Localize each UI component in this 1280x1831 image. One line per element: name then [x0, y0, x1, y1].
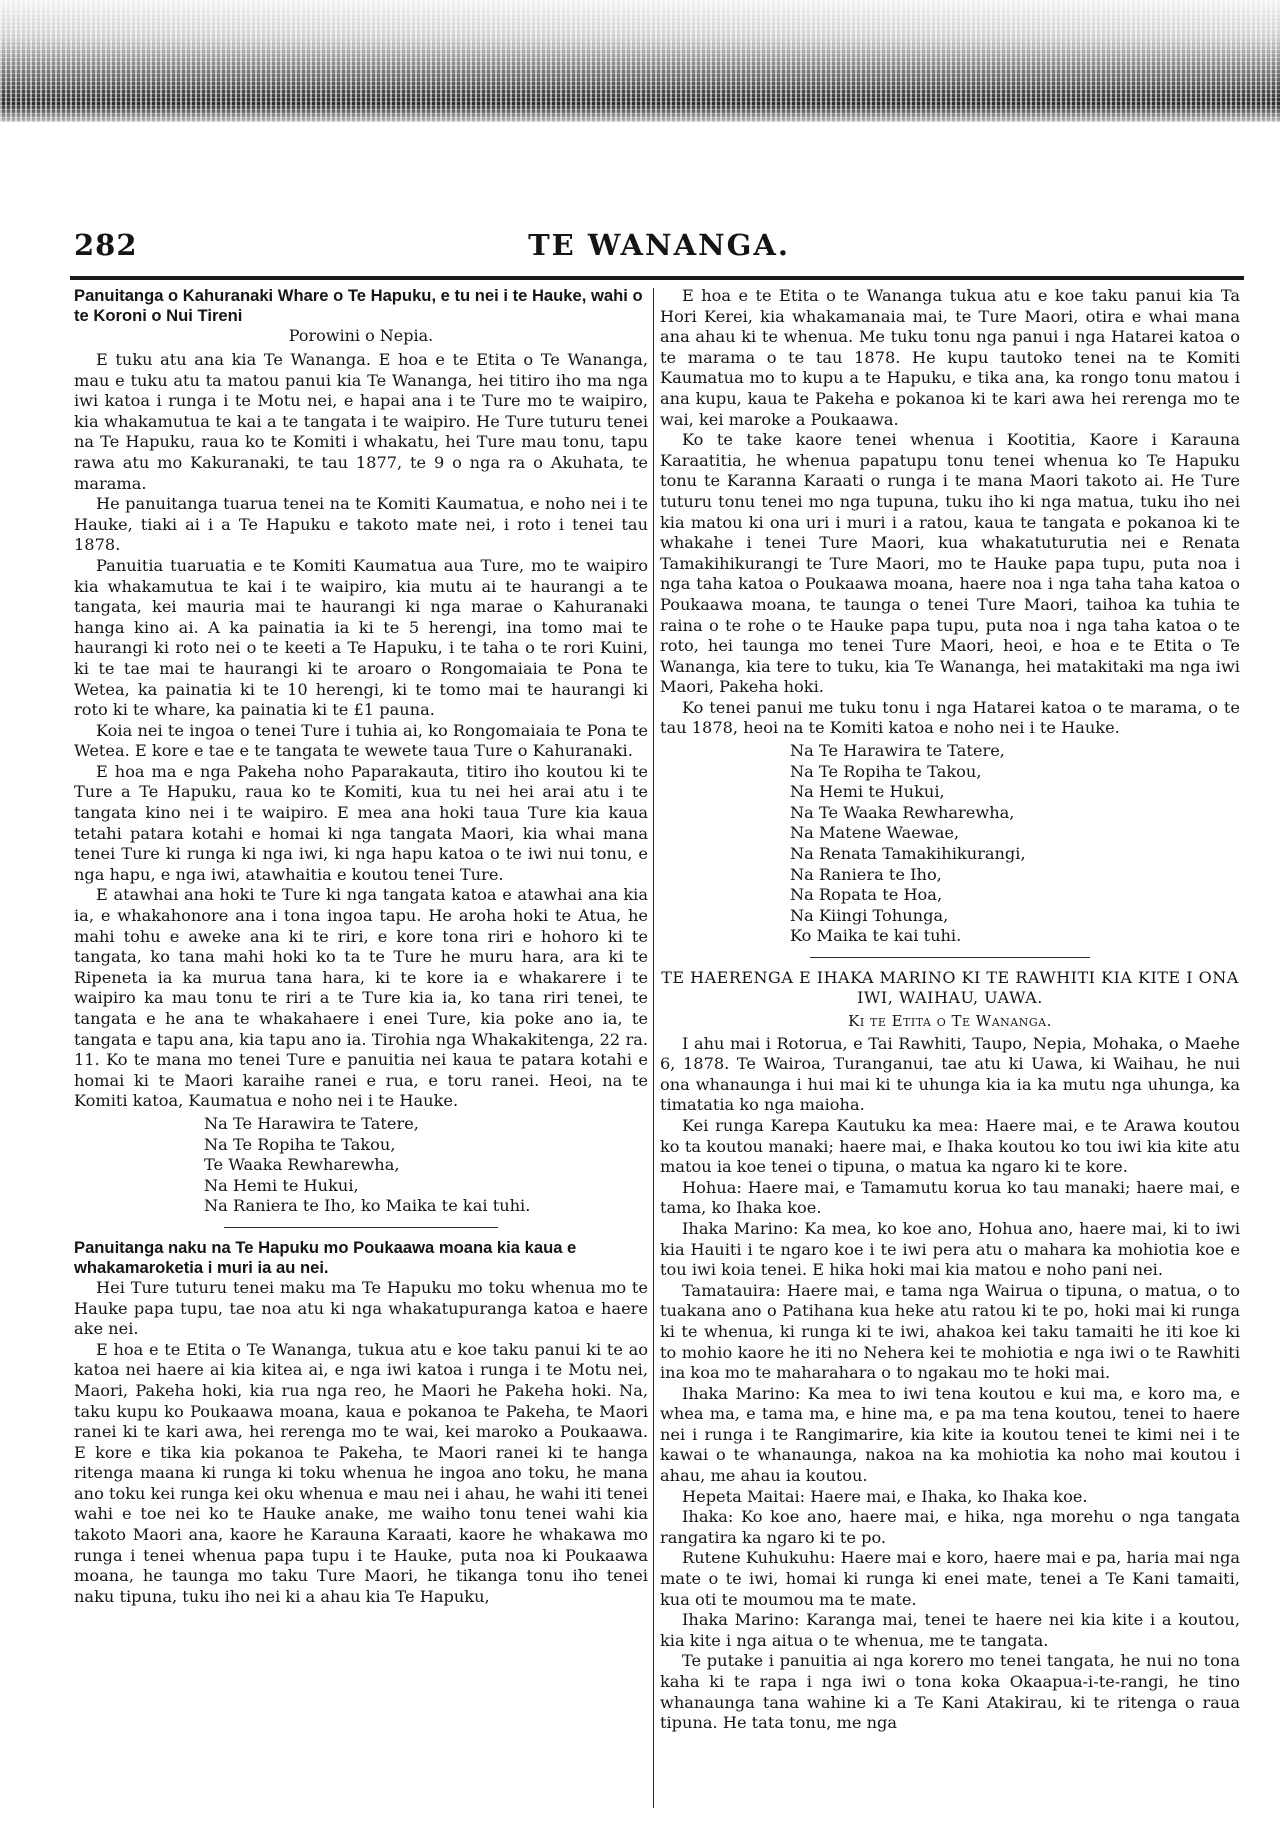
header-rule [70, 276, 1244, 280]
paragraph: Ko tenei panui me tuku tonu i nga Hatarei katoa o te marama, o te tau 1878, heoi na te Komiti katoa e noho nei i te Hauke. [660, 697, 1240, 738]
signature: Te Waaka Rewharewha, [204, 1155, 400, 1175]
signature: Na Te Harawira te Tatere, [204, 1113, 419, 1133]
paragraph: Rutene Kuhukuhu: Haere mai e koro, haere mai e pa, haria mai nga mate o te iwi, homai ki runga ki enei mate, tenei a Te Kani tamaiti, kua oti te moumou ma te mate. [660, 1548, 1240, 1609]
signature: Na Raniera te Iho, ko Maika te kai tuhi. [204, 1196, 531, 1216]
paragraph: Ihaka Marino: Karanga mai, tenei te haere nei kia kite i a koutou, kia kite i nga aitua o te whenua, me te tangata. [660, 1610, 1240, 1650]
signature: Na Hemi te Hukui, [204, 1175, 359, 1195]
signature: Na Te Harawira te Tatere, [790, 741, 1005, 761]
paragraph: Ko te take kaore tenei whenua i Kootitia, Kaore i Karauna Karaatitia, he whenua papatupu tonu tenei whenua ko Te Hapuku tonu te Karanna Karaati o runga i te mana Maori takoto ai. He Ture tuturu tonu tenei mo nga tupuna, tuku iho ki nga matua, tuku iho nei kia matou ki ona uri i muri i a ratou, kaua te tangata e pokanoa ki te whakahe i tenei Ture Maori, kua whakatuturutia nei e Renata Tamakihikurangi te Ture Maori, mo te Hauke papa tupu, puta noa i nga taha katoa o Poukaawa moana, haere noa i nga taha taha katoa o Poukaawa moana, te taunga o tenei Ture Maori, taihoa ka tuhia te raina o te rohe o te Hauke papa tupu, puta noa i nga taha katoa o te roto, hei taunga mo tenei Ture Maori, heoi, e hoa e te Etita o Te Wananga, kia tere to tuku, kia Te Wananga, hei matakitaki ma nga iwi Maori, Pakeha hoki. [660, 430, 1240, 697]
paragraph: E hoa e te Etita o Te Wananga, tukua atu e koe taku panui ki te ao katoa nei haere ai kia kitea ai, e nga iwi katoa i runga i te Motu nei, Maori, Pakeha hoki, kia rua nga reo, he Maori he Pakeha hoki. Na, taku kupu ko Poukaawa moana, kaua e pokanoa te Pakeha, te Maori ranei ki te kari awa, hei rerenga mo te wai, kei maroko a Poukaawa. E kore e tika kia pokanoa te Pakeha, te Maori ranei ki te hanga ritenga maana ki runga ki toku whenua he ingoa ano toku, he mana ano toku kei runga kei oku whenua e mau nei i ahau, he wahi iti tenei wahi e toe nei ko te Hauke anake, me waiho tonu tenei wahi kia takoto Maori ana, kaore he Karauna Karaati, kaore he whakawa mo runga i tenei whenua papa tupu i te Hauke, puta noa ki Poukaawa moana, he taunga mo taku Ture Maori, he tikanga tonu iho tenei naku tipuna, tuku iho nei ki a ahau kia Te Hapuku, [74, 1339, 648, 1606]
left-column [74, 286, 648, 1607]
paragraph: E tuku atu ana kia Te Wananga. E hoa e te Etita o Te Wananga, mau e tuku atu ta matou panui kia Te Wananga, hei titiro iho ma nga iwi katoa i runga i te Motu nei, e hapai ana i te Ture mo te waipiro, kia whakamutua te kai a te tangata i te waipiro. He Ture tuturu tenei na Te Hapuku, raua ko te Komiti i whakatu, hei Ture mau tonu, tapu rawa atu mo Kakuranaki, te tau 1877, te 9 o nga ra o Akuhata, te marama. [74, 350, 648, 493]
paragraph: Hepeta Maitai: Haere mai, e Ihaka, ko Ihaka koe. [682, 1486, 1088, 1506]
right-column [660, 286, 1240, 1734]
paragraph: Hei Ture tuturu tenei maku ma Te Hapuku mo toku whenua mo te Hauke papa tupu, tae noa atu ki nga whakatupuranga katoa e haere ake nei. [74, 1277, 648, 1339]
page-header [74, 228, 1244, 268]
paragraph: Ihaka Marino: Ka mea, ko koe ano, Hohua ano, haere mai, ki to iwi kia Hauiti i te ngaro koe i te iwi pera atu o mahara ka mohiotia koe e tou iwi koia tenei. E hika hoki mai kia matou e noho pani nei. [660, 1218, 1240, 1280]
newspaper-title: TE WANANGA. [528, 228, 790, 262]
signature: Na Hemi te Hukui, [790, 782, 945, 802]
paragraph: Panuitia tuaruatia e te Komiti Kaumatua aua Ture, mo te waipiro kia whakamutua te kai i te waipiro, kia mutu ai te haurangi a te tangata, kei mauria mai te haurangi ki nga marae o Kahuranaki hanga kino ai. A ka painatia ia ki te 5 herengi, ina tomo mai te haurangi ki roto nei o te keeti a Te Hapuku, i te taha o te rori Kuini, ki te tae mai te haurangi ki te aroaro o Rongomaiaia te Pona te Wetea, ka painatia ki te 10 herengi, ki te tomo mai te haurangi ki roto ki te whare, ka painatia ki te £1 pauna. [74, 555, 648, 720]
paragraph: Tamatauira: Haere mai, e tama nga Wairua o tipuna, o matua, o to tuakana ano o Patihana kua heke atu ratou ki te po, hoki mai ki runga ki te whenua, ki runga ki te iwi, ahakoa kei taku tamaiti he iti koe ki to mohio kaore he iti no Nehera kei te mohiotia e nga iwi o te Rawhiti ina koa mo te maharahara o to ngakau mo te hoki mai. [660, 1280, 1240, 1383]
paragraph: Koia nei te ingoa o tenei Ture i tuhia ai, ko Rongomaiaia te Pona te Wetea. E kore e tae e te tangata te wewete taua Ture o Kahuranaki. [74, 720, 648, 761]
article-subheading-kahuranaki: Porowini o Nepia. [288, 326, 434, 345]
signature-list [790, 741, 1240, 947]
section-separator [810, 957, 1090, 958]
signature: Na Ropata te Hoa, [790, 885, 943, 905]
signature: Na Matene Waewae, [790, 823, 960, 843]
signature: Na Te Ropiha te Takou, [790, 761, 982, 781]
paragraph: Hohua: Haere mai, e Tamamutu korua ko tau manaki; haere mai, e tama, ko Ihaka koe. [660, 1177, 1240, 1218]
section-separator [224, 1227, 498, 1228]
signature: Na Te Ropiha te Takou, [204, 1134, 396, 1154]
paragraph: Ihaka Marino: Ka mea to iwi tena koutou e kui ma, e koro ma, e whea ma, e tama ma, e hine ma, e pa ma tena koutou, tenei to haere nei i runga i te Rangimarire, kia kite ia koutou tenei te kimi nei i te kawai o te whanaunga, nakoa na ka mohiotia ka noho mai koutou i ahau, me ahau ia koutou. [660, 1383, 1240, 1486]
paragraph: E hoa ma e nga Pakeha noho Paparakauta, titiro iho koutou ki te Ture a Te Hapuku, raua ko te Komiti, kua tu nei hei arai atu i te tangata kino nei i te waipiro. E mea ana hoki taua Ture kia kaua tetahi patara kotahi e homai ki nga tangata Maori, kia whai mana tenei Ture ki runga ki nga iwi, ki nga hapu katoa o te iwi nui tonu, e nga hapu, e nga iwi, atawhaitia e koutou tenei Ture. [74, 761, 648, 884]
scanned-page-top-band [0, 0, 1280, 122]
paragraph: He panuitanga tuarua tenei na te Komiti Kaumatua, e noho nei i te Hauke, tiaki ai i a Te Hapuku e takoto mate nei, i roto i tenei tau 1878. [74, 494, 648, 555]
article-heading-kahuranaki: Panuitanga o Kahuranaki Whare o Te Hapuku, e tu nei i te Hauke, wahi o te Koroni o Nui Tireni [74, 286, 643, 325]
signature: Na Kiingi Tohunga, [790, 905, 949, 925]
paragraph: E atawhai ana hoki te Ture ki nga tangata katoa e atawhai ana kia ia, e whakahonore ana i tona ingoa tapu. He aroha hoki te Atua, he mahi tohu e aweke ana ki te riri, e kore tona riri e hohoro ki te tangata, ko tana mahi hoki ko ta te Ture he muru hara, ara ki te Ripeneta ia ka murua tana hara, ki te kore ia e whakarere i te waipiro ka mau tonu te riri a te Ture kia ia, ko tana riri tenei, te tangata e he ana te whakahaere i enei Ture, kia poke ano ia, te tangata e tapu ana, kia tapu ano ia. Tirohia nga Whakakitenga, 22 ra. 11. Ko te mana mo tenei Ture e panuitia nei kaua te patara kotahi e homai ki te Maori karaihe ranei e rua, e toru ranei. Heoi, na te Komiti katoa, Kaumatua e noho nei i te Hauke. [74, 885, 648, 1111]
page-number: 282 [74, 228, 138, 262]
paragraph: Kei runga Karepa Kautuku ka mea: Haere mai, e te Arawa koutou ko ta koutou manaki; haere mai, e Ihaka koutou ko tou iwi kia kite atu matou ia koe tenei o tipuna, o matua ka ngaro ki te kore. [660, 1115, 1240, 1177]
signature: Na Renata Tamakihikurangi, [790, 844, 1026, 864]
signature: Ko Maika te kai tuhi. [790, 926, 962, 946]
column-divider [653, 288, 654, 1808]
signature-list [204, 1114, 648, 1217]
signature: Na Te Waaka Rewharewha, [790, 802, 1015, 822]
article-heading-ihaka-marino: TE HAERENGA E IHAKA MARINO KI TE RAWHITI KIA KITE I ONA IWI, WAIHAU, UAWA. [661, 968, 1239, 1007]
article-dedication: Ki te Etita o Te Wananga. [848, 1012, 1052, 1030]
article-heading-poukaawa: Panuitanga naku na Te Hapuku mo Poukaawa moana kia kaua e whakamaroketia i muri ia au nei. [74, 1237, 577, 1277]
signature: Na Raniera te Iho, [790, 864, 942, 884]
paragraph: I ahu mai i Rotorua, e Tai Rawhiti, Taupo, Nepia, Mohaka, o Maehe 6, 1878. Te Wairoa, Turanganui, tae atu ki Uawa, ki Waihau, he nui ona whanaunga i hui mai ki te uhunga kia ia ka mutu nga uhunga, ka timatatia ko nga maioha. [660, 1033, 1240, 1115]
paragraph: Ihaka: Ko koe ano, haere mai, e hika, nga morehu o nga tangata rangatira ka ngaro ki te po. [660, 1507, 1240, 1547]
paragraph: Te putake i panuitia ai nga korero mo tenei tangata, he nui no tona kaha ki te rapa i nga iwi o tona koka Okaapua-i-te-rangi, he tino whanaunga tana wahine ki a Te Kani Atakirau, ki te ritenga o raua tipuna. He tata tonu, me nga [660, 1651, 1240, 1733]
paragraph: E hoa e te Etita o te Wananga tukua atu e koe taku panui kia Ta Hori Kerei, kia whakamanaia mai, te Ture Maori, otira e whai mana ana ahau ki te whenua. Me tuku tonu nga panui i nga Hatarei katoa o te marama o te tau 1878. He kupu tautoko tenei na te Komiti Kaumatua mo to kupu a te Hapuku, e tika ana, ka rongo tonu matou i ana kupu, kaua te Pakeha e pokanoa ki te kari awa hei rerenga mo te wai, kei maroke a Poukaawa. [660, 286, 1240, 429]
